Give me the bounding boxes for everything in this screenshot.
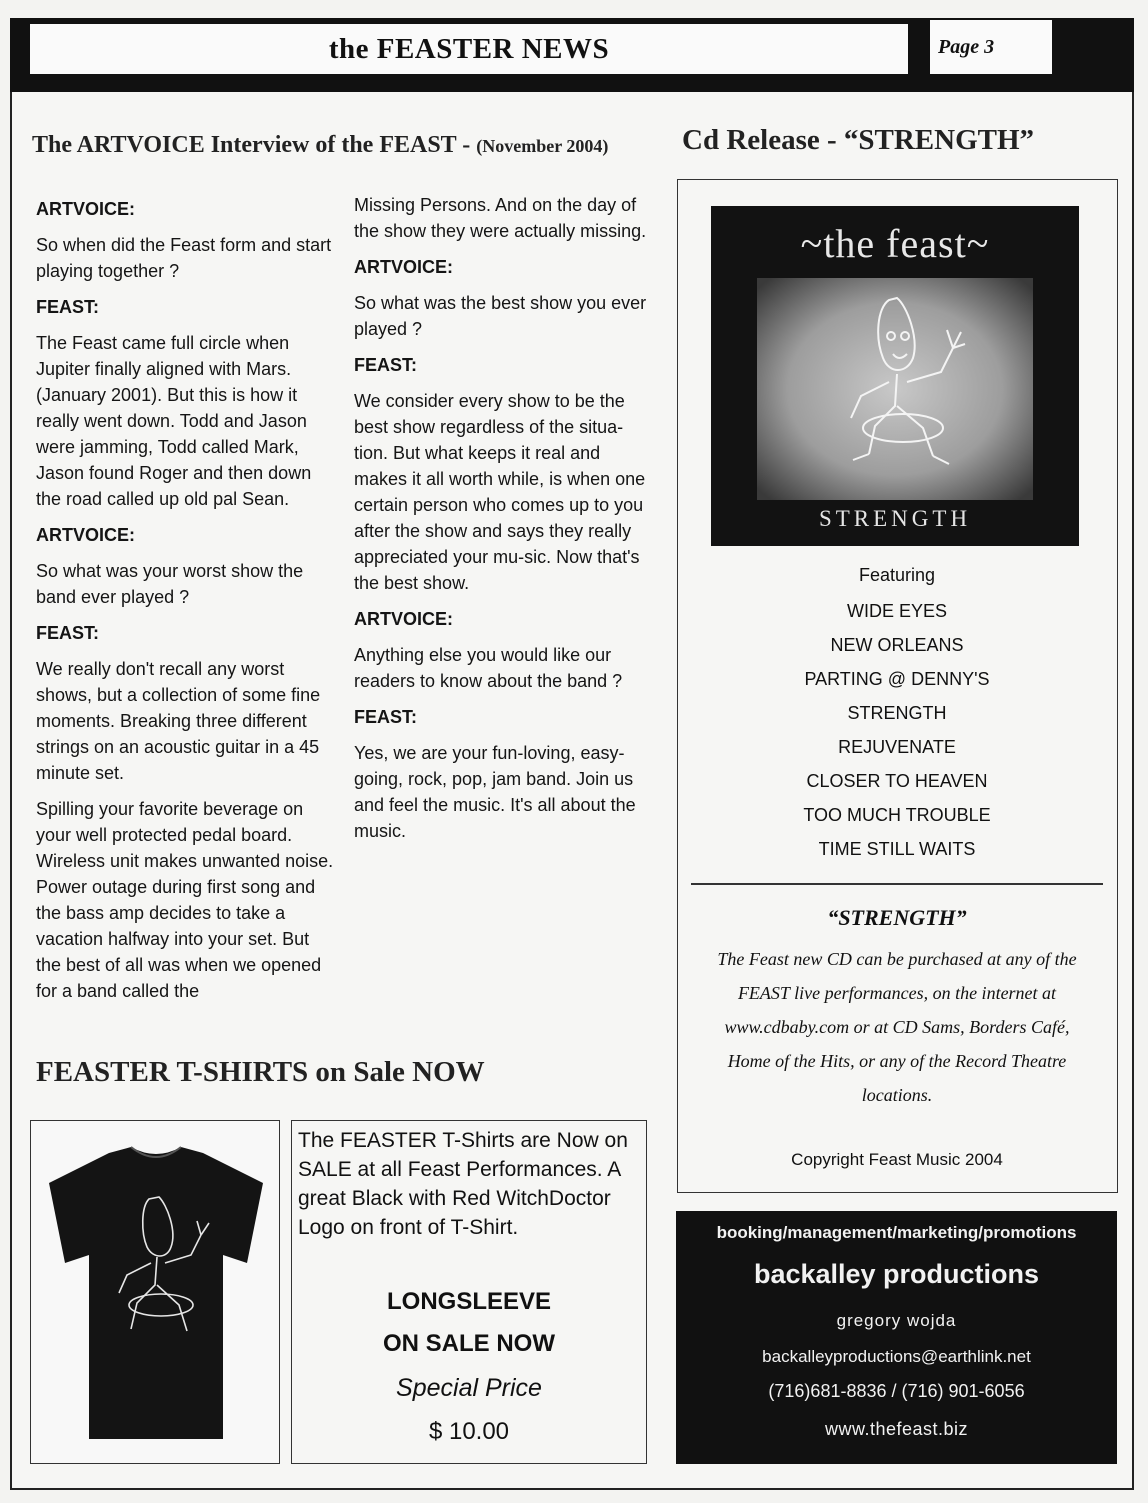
booking-box [676, 1211, 1117, 1464]
interview-paragraph: So when did the Feast form and start playing together ? [36, 235, 332, 281]
track-item: TOO MUCH TROUBLE [803, 805, 991, 825]
speaker-label: ARTVOICE: [354, 609, 453, 629]
tshirt-description: The FEASTER T-Shirts are Now on SALE at all Feast Performances. A great Black with Red WitchDoctor Logo on front of T-Shirt. [298, 1129, 628, 1239]
page-number: Page 3 [928, 18, 1054, 76]
cd-cover-subtitle: STRENGTH [818, 506, 972, 531]
tshirt-icon [31, 1121, 281, 1465]
witchdoctor-figure-icon [757, 278, 1033, 500]
speaker-label: ARTVOICE: [36, 525, 135, 545]
newsletter-title: the FEASTER NEWS [28, 22, 910, 76]
speaker-label: ARTVOICE: [36, 199, 135, 219]
witchdoctor-logo-art [757, 278, 1033, 500]
promo-special-price: Special Price [396, 1374, 542, 1402]
interview-paragraph: The Feast came full circle when Jupiter finally aligned with Mars. (January 2001). But this is how it really went down. Todd and Jason were jamming, Todd called Mark, Jason found Roger and then down the road called up old pal Sean. [36, 333, 312, 509]
speaker-label: ARTVOICE: [354, 257, 453, 277]
interview-paragraph: Yes, we are your fun-loving, easy-going, rock, pop, jam band. Join us and feel the music. It's all about the music. [354, 743, 636, 841]
track-item: NEW ORLEANS [830, 635, 964, 655]
booking-tagline: booking/management/marketing/promotions [716, 1223, 1077, 1242]
speaker-label: FEAST: [36, 297, 99, 317]
interview-column-1 [36, 196, 336, 1014]
tshirt-heading: FEASTER T-SHIRTS on Sale NOW [36, 1056, 485, 1088]
booking-phone: (716)681-8836 / (716) 901-6056 [768, 1381, 1025, 1401]
booking-company: backalley productions [753, 1259, 1040, 1289]
cd-cover-image [711, 206, 1079, 546]
booking-website-link[interactable]: www.thefeast.biz [824, 1419, 969, 1439]
interview-paragraph: We consider every show to be the best show regardless of the situa-tion. But what keeps it real and makes it all worth while, is when one certain person who comes up to you after the show and says they really appreciated your mu-sic. Now that's the best show. [354, 391, 646, 593]
interview-column-2 [354, 192, 654, 854]
cd-caption-title: “STRENGTH” [827, 905, 967, 930]
cd-divider [691, 883, 1103, 885]
interview-paragraph: We really don't recall any worst shows, but a collection of some fine moments. Breaking three different strings on an acoustic guitar in a 45 minute set. [36, 659, 321, 783]
track-list [692, 594, 1102, 866]
tracklist [692, 560, 1102, 866]
promo-on-sale: ON SALE NOW [383, 1330, 555, 1357]
cd-caption-body: The Feast new CD can be purchased at any of the FEAST live performances, on the internet at www.cdbaby.com or at CD Sams, Borders Café, Home of the Hits, or any of the Record Theatre locations. [717, 949, 1077, 1105]
booking-email-link[interactable]: backalleyproductions@earthlink.net [762, 1347, 1031, 1366]
interview-heading-text: The ARTVOICE Interview of the FEAST - [32, 132, 477, 158]
promo-longsleeve: LONGSLEEVE [386, 1288, 552, 1315]
interview-paragraph: Anything else you would like our readers to know about the band ? [354, 645, 623, 691]
cd-cover-title: ~the feast~ [800, 221, 990, 266]
track-item: WIDE EYES [846, 601, 948, 621]
featuring-label: Featuring [858, 565, 936, 585]
booking-contact-name: gregory wojda [836, 1311, 957, 1330]
track-item: REJUVENATE [838, 737, 956, 757]
track-item: TIME STILL WAITS [818, 839, 976, 859]
interview-paragraph: So what was the best show you ever played ? [354, 293, 647, 339]
speaker-label: FEAST: [354, 355, 417, 375]
track-item: STRENGTH [847, 703, 947, 723]
interview-paragraph: Missing Persons. And on the day of the show they were actually missing. [354, 195, 647, 241]
interview-heading [32, 132, 608, 159]
track-item: CLOSER TO HEAVEN [806, 771, 988, 791]
tshirt-image-box [30, 1120, 280, 1464]
interview-paragraph: Spilling your favorite beverage on your well protected pedal board. Wireless unit makes unwanted noise. Power outage during first song and the bass amp decides to take a vacation halfway into your set. But the best of all was when we opened for a band called the [36, 799, 334, 1001]
interview-date: (November 2004) [476, 136, 609, 156]
speaker-label: FEAST: [36, 623, 99, 643]
track-item: PARTING @ DENNY'S [804, 669, 990, 689]
cd-release-heading: Cd Release - “STRENGTH” [682, 124, 1035, 156]
speaker-label: FEAST: [354, 707, 417, 727]
promo-price: $ 10.00 [428, 1418, 510, 1445]
interview-paragraph: So what was your worst show the band ever played ? [36, 561, 304, 607]
cd-copyright: Copyright Feast Music 2004 [791, 1150, 1003, 1169]
